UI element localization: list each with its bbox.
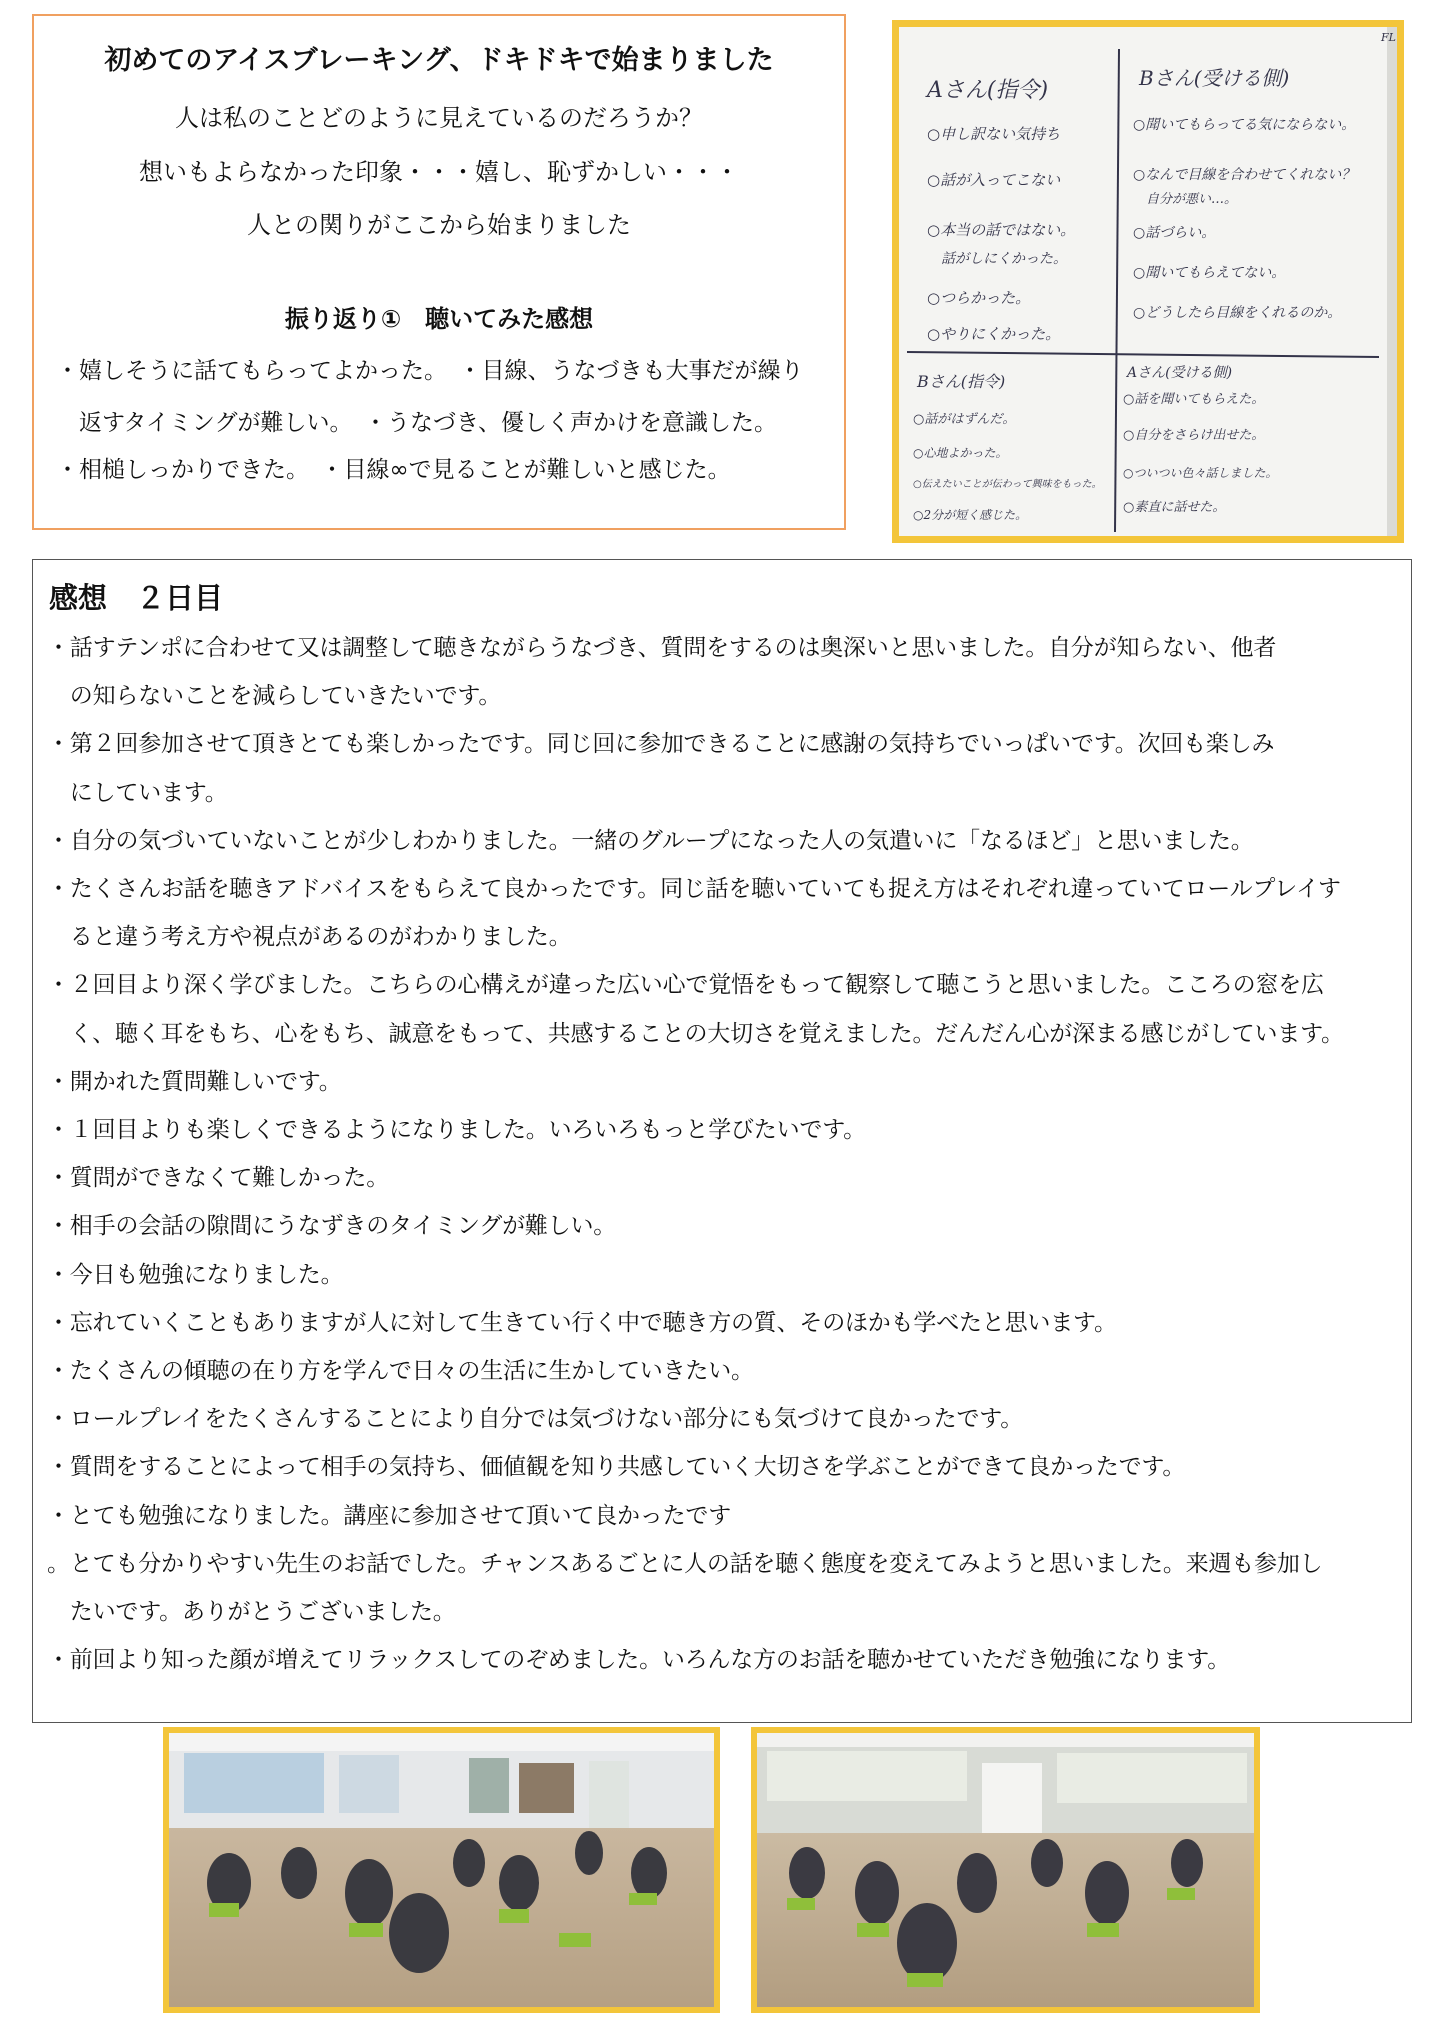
day2-line: く、聴く耳をもち、心をもち、誠意をもって、共感することの大切さを覚えました。だんだん心が深まる感じがしています。 [47, 1021, 1344, 1047]
day2-line: ・２回目より深く学びました。こちらの心構えが違った広い心で覚悟をもって観察して聴こうと思いました。こころの窓を広 [47, 972, 1324, 998]
wb-q1-item: ○話が入ってこない [927, 171, 1061, 189]
whiteboard-photo [892, 20, 1404, 543]
whiteboard-corner: FL [1381, 31, 1396, 44]
wb-q1-item: ○本当の話ではない。 [927, 221, 1076, 239]
wb-q3-item: ○伝えたいことが伝わって興味をもった。 [913, 479, 1102, 490]
day2-line: ・とても勉強になりました。講座に参加させて頂いて良かったです [47, 1503, 732, 1529]
day2-line: の知らないことを減らしていきたいです。 [47, 683, 502, 709]
wb-q3-item: ○2分が短く感じた。 [913, 508, 1028, 522]
wb-q2-item: ○話づらい。 [1133, 225, 1216, 241]
reflection-line: 返すタイミングが難しい。 ・うなづき、優しく声かけを意識した。 [56, 410, 778, 436]
day2-line: ・第２回参加させて頂きとても楽しかったです。同じ回に参加できることに感謝の気持ちでいっぱいです。次回も楽しみ [47, 731, 1275, 757]
wb-q2-item: ○聞いてもらえてない。 [1133, 265, 1286, 281]
day2-line: ・前回より知った顔が増えてリラックスしてのぞめました。いろんな方のお話を聴かせていただき勉強になります。 [47, 1647, 1231, 1673]
icebreak-title: 初めてのアイスブレーキング、ドキドキで始まりました [104, 45, 774, 76]
wb-q2-item: ○なんで目線を合わせてくれない？ [1133, 167, 1356, 183]
day2-line: ・質問をすることによって相手の気持ち、価値観を知り共感していく大切さを学ぶことができて良かったです。 [47, 1454, 1186, 1480]
wb-q4-header: Aさん(受ける側) [1127, 365, 1233, 381]
wb-q4-item: ○素直に話せた。 [1123, 500, 1226, 515]
day2-line: ・話すテンポに合わせて又は調整して聴きながらうなづき、質問をするのは奥深いと思いました。自分が知らない、他者 [47, 635, 1277, 661]
reflection-line: ・相槌しっかりできた。 ・目線∞で見ることが難しいと感じた。 [56, 457, 731, 483]
day2-line: 。とても分かりやすい先生のお話でした。チャンスあるごとに人の話を聴く態度を変えてみようと思いました。来週も参加し [47, 1551, 1323, 1577]
wb-q3-header: Bさん(指令) [917, 372, 1006, 391]
icebreak-line: 想いもよらなかった印象・・・嬉し、恥ずかしい・・・ [139, 158, 739, 186]
wb-q1-item: ○申し訳ない気持ち [927, 125, 1061, 143]
day2-heading: 感想 ２日目 [49, 581, 224, 615]
day2-line: ・ロールプレイをたくさんすることにより自分では気づけない部分にも気づけて良かったです。 [47, 1406, 1024, 1432]
whiteboard-drawing [899, 27, 1397, 536]
wb-q1-header: Aさん(指令) [927, 78, 1049, 103]
icebreak-box [32, 14, 846, 530]
wb-q2-item: ○どうしたら目線をくれるのか。 [1133, 305, 1342, 321]
wb-q3-item: ○話がはずんだ。 [913, 412, 1016, 427]
workshop-photo-2-image [757, 1733, 1254, 2007]
wb-q2-header: Bさん(受ける側) [1139, 66, 1290, 90]
workshop-photo-1-image [169, 1733, 714, 2007]
day2-line: ・質問ができなくて難しかった。 [47, 1165, 390, 1191]
day2-box [32, 559, 1412, 1723]
wb-q2-item: ○聞いてもらってる気にならない。 [1133, 117, 1356, 133]
reflection-heading: 振り返り① 聴いてみた感想 [284, 305, 594, 333]
day2-line: ・たくさんの傾聴の在り方を学んで日々の生活に生かしていきたい。 [47, 1358, 754, 1384]
day2-line: にしています。 [47, 780, 228, 806]
wb-q4-item: ○ついつい色々話しました。 [1123, 466, 1278, 480]
wb-q2-item: 自分が悪い…。 [1133, 192, 1238, 207]
wb-q4-item: ○自分をさらけ出せた。 [1123, 428, 1265, 443]
day2-line: ・今日も勉強になりました。 [47, 1262, 344, 1288]
day2-line: ・開かれた質問難しいです。 [47, 1069, 342, 1095]
icebreak-line: 人との関りがここから始まりました [247, 211, 631, 239]
workshop-photo-1 [163, 1727, 720, 2013]
day2-line: ・１回目よりも楽しくできるようになりました。いろいろもっと学びたいです。 [47, 1117, 866, 1143]
wb-q4-item: ○話を聞いてもらえた。 [1123, 392, 1265, 407]
wb-q1-item: ○つらかった。 [927, 289, 1031, 307]
day2-line: ・忘れていくこともありますが人に対して生きてい行く中で聴き方の質、そのほかも学べたと思います。 [47, 1310, 1117, 1336]
day2-line: たいです。ありがとうございました。 [47, 1599, 456, 1625]
wb-q1-item: ○やりにくかった。 [927, 325, 1061, 343]
day2-line: ・自分の気づいていないことが少しわかりました。一緒のグループになった人の気遣いに「なるほど」と思いました。 [47, 828, 1254, 854]
icebreak-line: 人は私のことどのように見えているのだろうか？ [175, 104, 703, 132]
day2-line: ・たくさんお話を聴きアドバイスをもらえて良かったです。同じ話を聴いていても捉え方はそれぞれ違っていてロールプレイす [47, 876, 1341, 902]
day2-line: ると違う考え方や視点があるのがわかりました。 [47, 924, 572, 950]
wb-q3-item: ○心地よかった。 [913, 446, 1008, 460]
wb-q1-item: 話がしにくかった。 [927, 251, 1067, 267]
workshop-photo-2 [751, 1727, 1260, 2013]
reflection-line: ・嬉しそうに話てもらってよかった。 ・目線、うなづきも大事だが繰り [56, 358, 804, 384]
day2-line: ・相手の会話の隙間にうなずきのタイミングが難しい。 [47, 1213, 617, 1239]
